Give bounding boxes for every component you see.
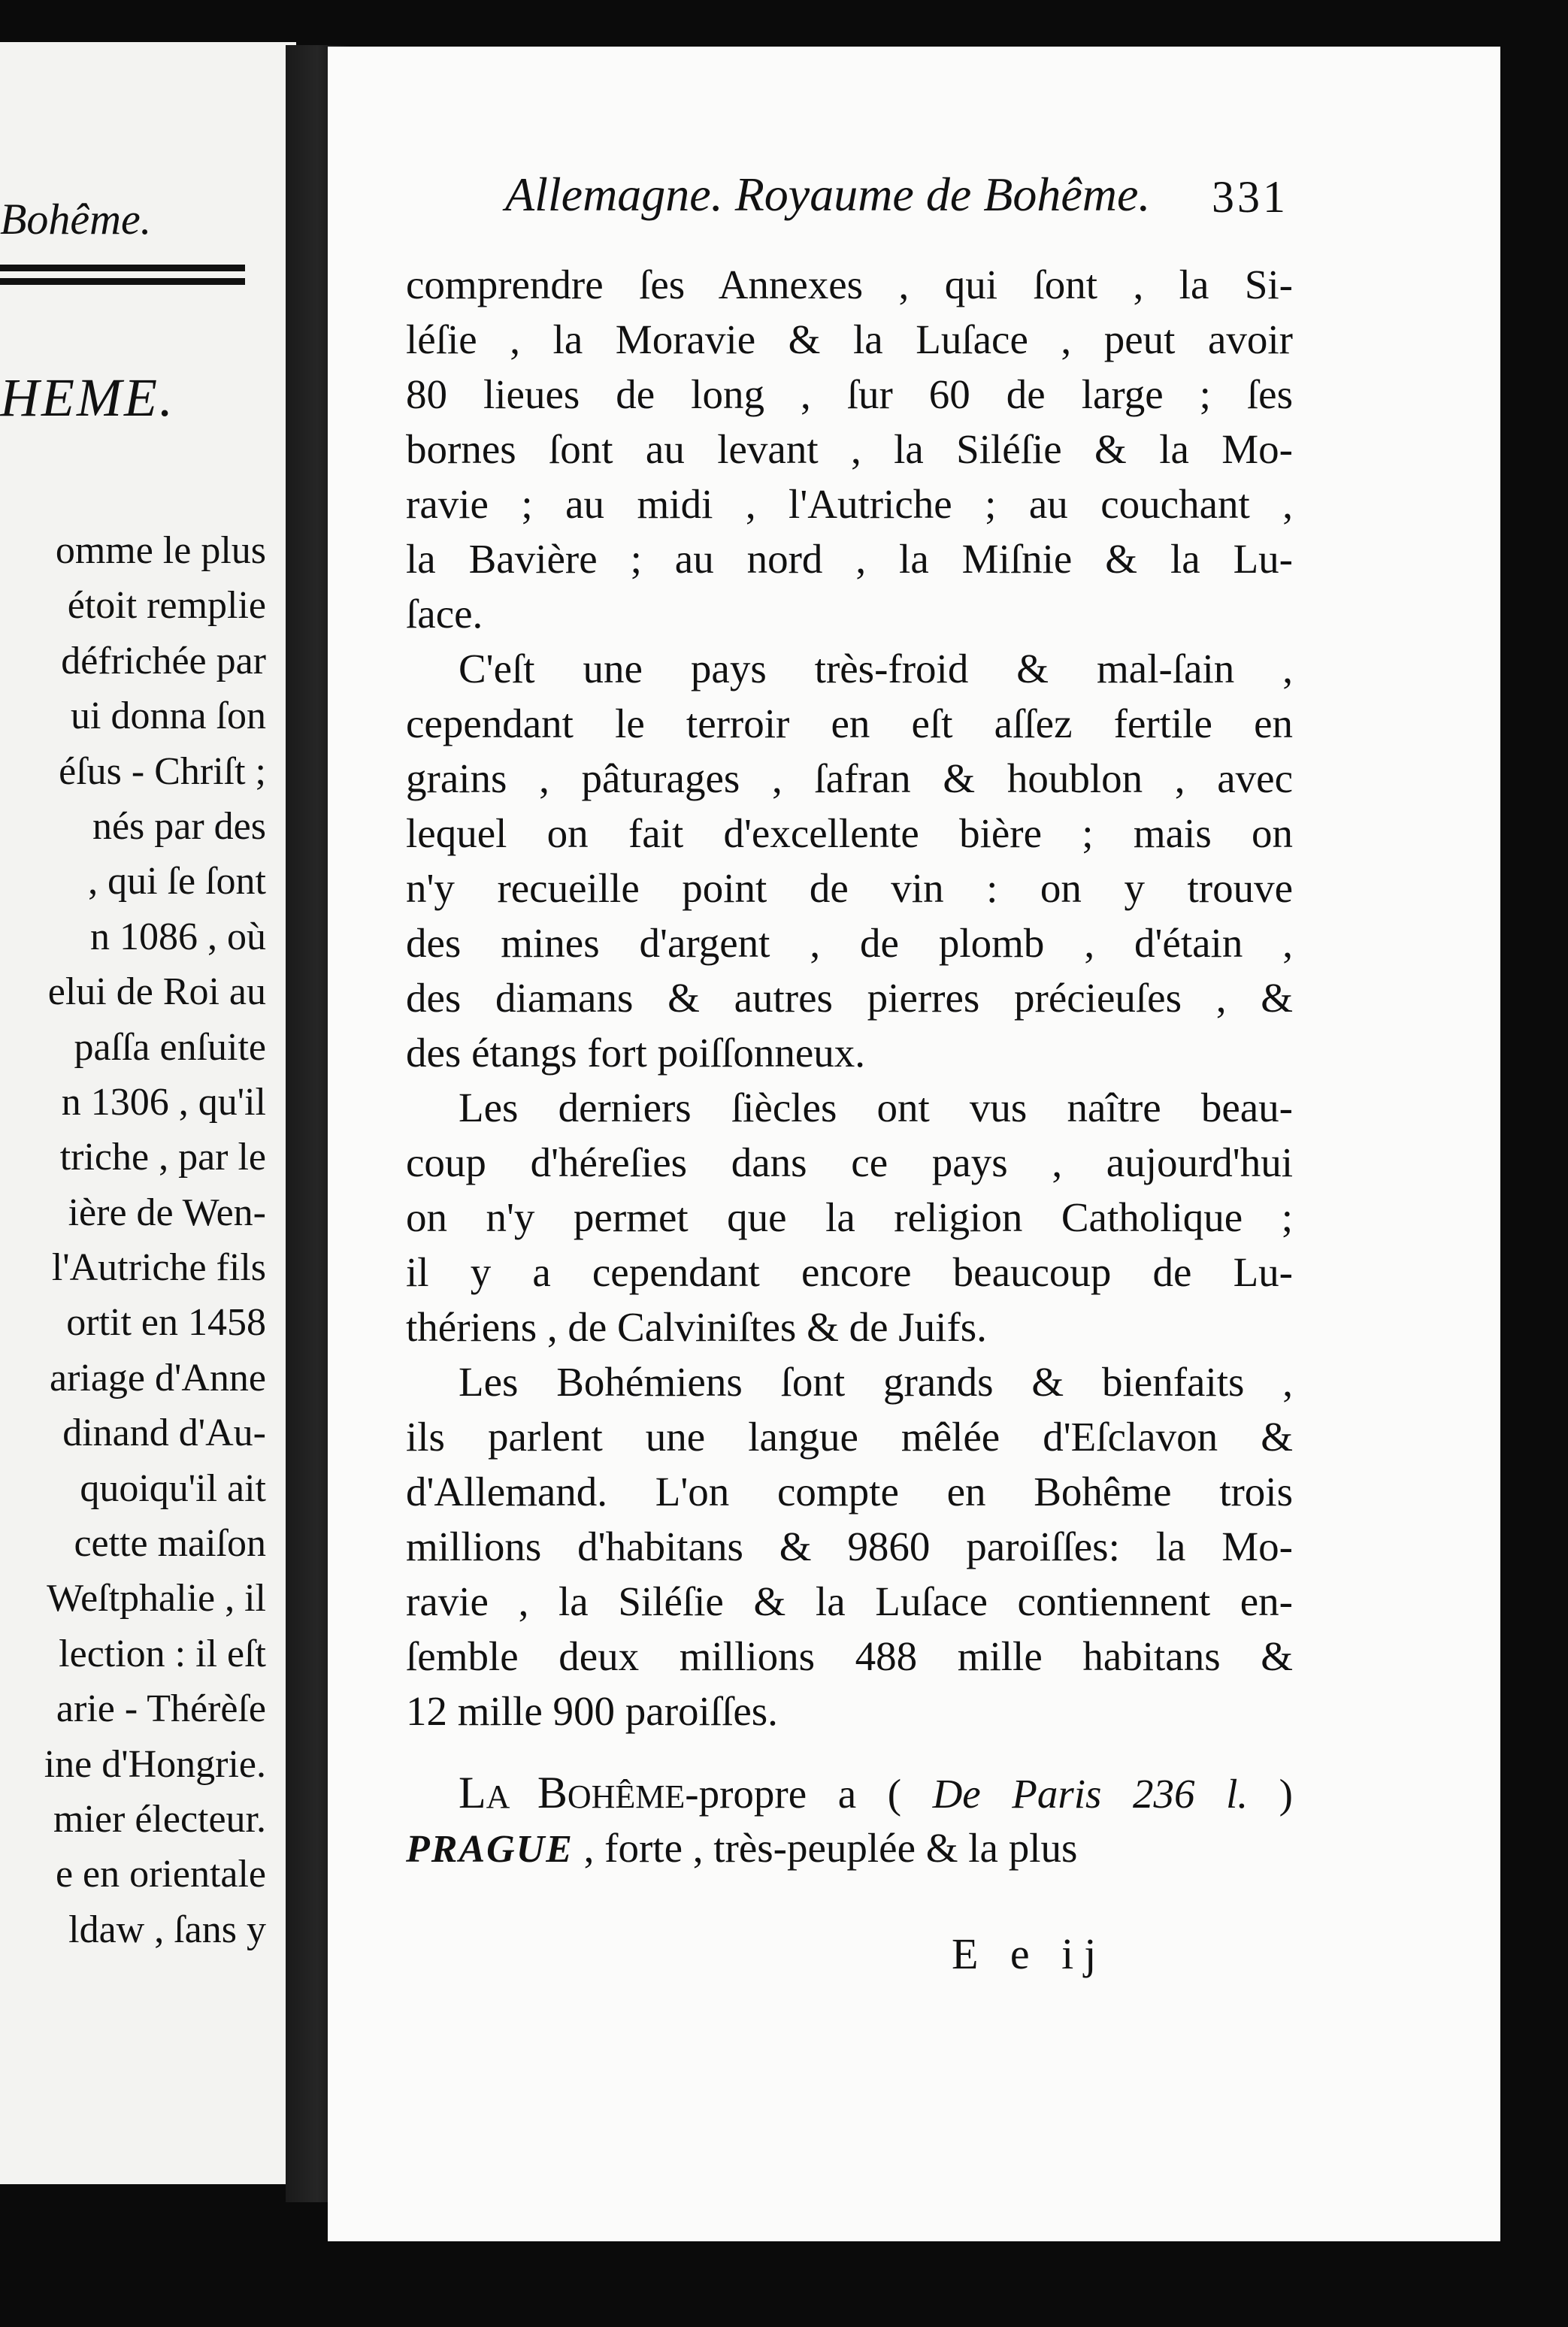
- text-line: n'y recueille point de vin : on y trouve: [406, 865, 1293, 911]
- section-text: , forte , très-peuplée & la plus: [573, 1825, 1078, 1871]
- left-text-line: e en orientale: [55, 1853, 266, 1896]
- left-chapter-title: HEME.: [0, 368, 175, 428]
- text-line: thériens , de Calviniſtes & de Juifs.: [406, 1304, 987, 1350]
- left-page: [0, 42, 296, 2184]
- city-name: PRAGUE: [406, 1828, 574, 1871]
- text-line: ſace.: [406, 591, 483, 637]
- text-line: on n'y permet que la religion Catholique ;: [406, 1194, 1293, 1240]
- left-text-line: cette maiſon: [74, 1522, 266, 1566]
- left-text-line: éſus - Chriſt ;: [59, 749, 266, 793]
- left-text-line: ldaw , ſans y: [68, 1908, 266, 1951]
- page-number: 331: [1212, 172, 1288, 222]
- text-line: bornes ſont au levant , la Siléſie & la Mo-: [406, 426, 1293, 472]
- paragraph: [406, 1354, 1293, 1738]
- text-line: 80 lieues de long , ſur 60 de large ; ſes: [406, 371, 1293, 417]
- left-text-line: , qui ſe ſont: [88, 860, 266, 903]
- text-line: millions d'habitans & 9860 paroiſſes: la Mo-: [406, 1524, 1293, 1569]
- text-line: léſie , la Moravie & la Luſace , peut avoir: [406, 316, 1293, 362]
- paragraph: [406, 641, 1293, 1080]
- section-text: ): [1248, 1771, 1293, 1817]
- section-text: -propre a (: [685, 1771, 933, 1817]
- left-text-line: l'Autriche fils: [51, 1246, 266, 1290]
- left-text-line: quoiqu'il ait: [80, 1466, 266, 1510]
- text-line: des étangs fort poiſſonneux.: [406, 1030, 865, 1076]
- text-line: grains , pâturages , ſafran & houblon , avec: [406, 755, 1293, 801]
- smallcaps-letter: B: [537, 1768, 568, 1817]
- left-text-line: lection : il eſt: [59, 1632, 266, 1675]
- left-text-line: défrichée par: [61, 639, 266, 682]
- text-line: d'Allemand. L'on compte en Bohême trois: [406, 1469, 1293, 1515]
- text-line: cependant le terroir en eſt aſſez fertile en: [406, 701, 1293, 746]
- left-text-line: omme le plus: [55, 529, 266, 572]
- double-rule: [0, 265, 245, 292]
- left-text-line: triche , par le: [59, 1136, 266, 1179]
- smallcaps-text: OHÊME: [567, 1778, 686, 1815]
- left-text-line: ine d'Hongrie.: [44, 1742, 266, 1786]
- signature-mark: E e ij: [952, 1929, 1107, 1978]
- text-line: 12 mille 900 paroiſſes.: [406, 1688, 778, 1734]
- text-line: ravie , la Siléſie & la Luſace contiennent en-: [406, 1578, 1293, 1624]
- text-line: des diamans & autres pierres précieuſes , &: [406, 975, 1293, 1021]
- text-line: Les Bohémiens ſont grands & bienfaits ,: [459, 1359, 1293, 1405]
- left-text-line: Weſtphalie , il: [47, 1577, 266, 1620]
- left-text-line: paſſa enſuite: [74, 1025, 266, 1069]
- left-text-line: dinand d'Au-: [62, 1412, 266, 1455]
- left-text-line: elui de Roi au: [47, 970, 266, 1014]
- left-text-line: mier électeur.: [53, 1797, 266, 1841]
- smallcaps-letter: L: [459, 1768, 486, 1817]
- left-text-line: ortit en 1458: [66, 1301, 266, 1345]
- left-text-line: ière de Wen-: [68, 1191, 266, 1234]
- text-line: ſemble deux millions 488 mille habitans &: [406, 1633, 1293, 1679]
- text-line: ils parlent une langue mêlée d'Eſclavon &: [406, 1414, 1293, 1460]
- text-line: lequel on fait d'excellente bière ; mais on: [406, 810, 1293, 856]
- text-line: C'eſt une pays très-froid & mal-ſain ,: [459, 646, 1293, 691]
- text-line: des mines d'argent , de plomb , d'étain ,: [406, 920, 1293, 966]
- running-head: Allemagne. Royaume de Bohême.: [505, 168, 1151, 221]
- left-running-head: Bohême.: [0, 195, 152, 244]
- left-text-line: ariage d'Anne: [49, 1356, 266, 1400]
- distance-note: De Paris 236 l.: [932, 1771, 1249, 1817]
- text-line: il y a cependant encore beaucoup de Lu-: [406, 1249, 1293, 1295]
- text-line: ravie ; au midi , l'Autriche ; au couchant ,: [406, 481, 1293, 527]
- body-text: [406, 257, 1293, 1875]
- left-text-line: arie - Thérèſe: [56, 1687, 266, 1731]
- section-line-1: [406, 1766, 1293, 1820]
- left-text-line: n 1306 , qu'il: [61, 1080, 266, 1124]
- section-entry: [406, 1766, 1293, 1875]
- smallcaps-text: A: [486, 1778, 537, 1815]
- paragraph: [406, 1080, 1293, 1354]
- left-text-line: n 1086 , où: [90, 915, 266, 958]
- text-line: la Bavière ; au nord , la Miſnie & la Lu-: [406, 536, 1293, 582]
- text-line: Les derniers ſiècles ont vus naître beau-: [459, 1085, 1293, 1130]
- left-text-line: ui donna ſon: [71, 694, 266, 738]
- left-page-text: [44, 523, 266, 1957]
- left-text-line: étoit remplie: [67, 584, 266, 628]
- paragraph: [406, 257, 1293, 641]
- text-line: coup d'héreſies dans ce pays , aujourd'hui: [406, 1139, 1293, 1185]
- section-line-2: [406, 1820, 1293, 1875]
- text-line: comprendre ſes Annexes , qui ſont , la Si-: [406, 262, 1293, 307]
- left-text-line: nés par des: [92, 804, 266, 848]
